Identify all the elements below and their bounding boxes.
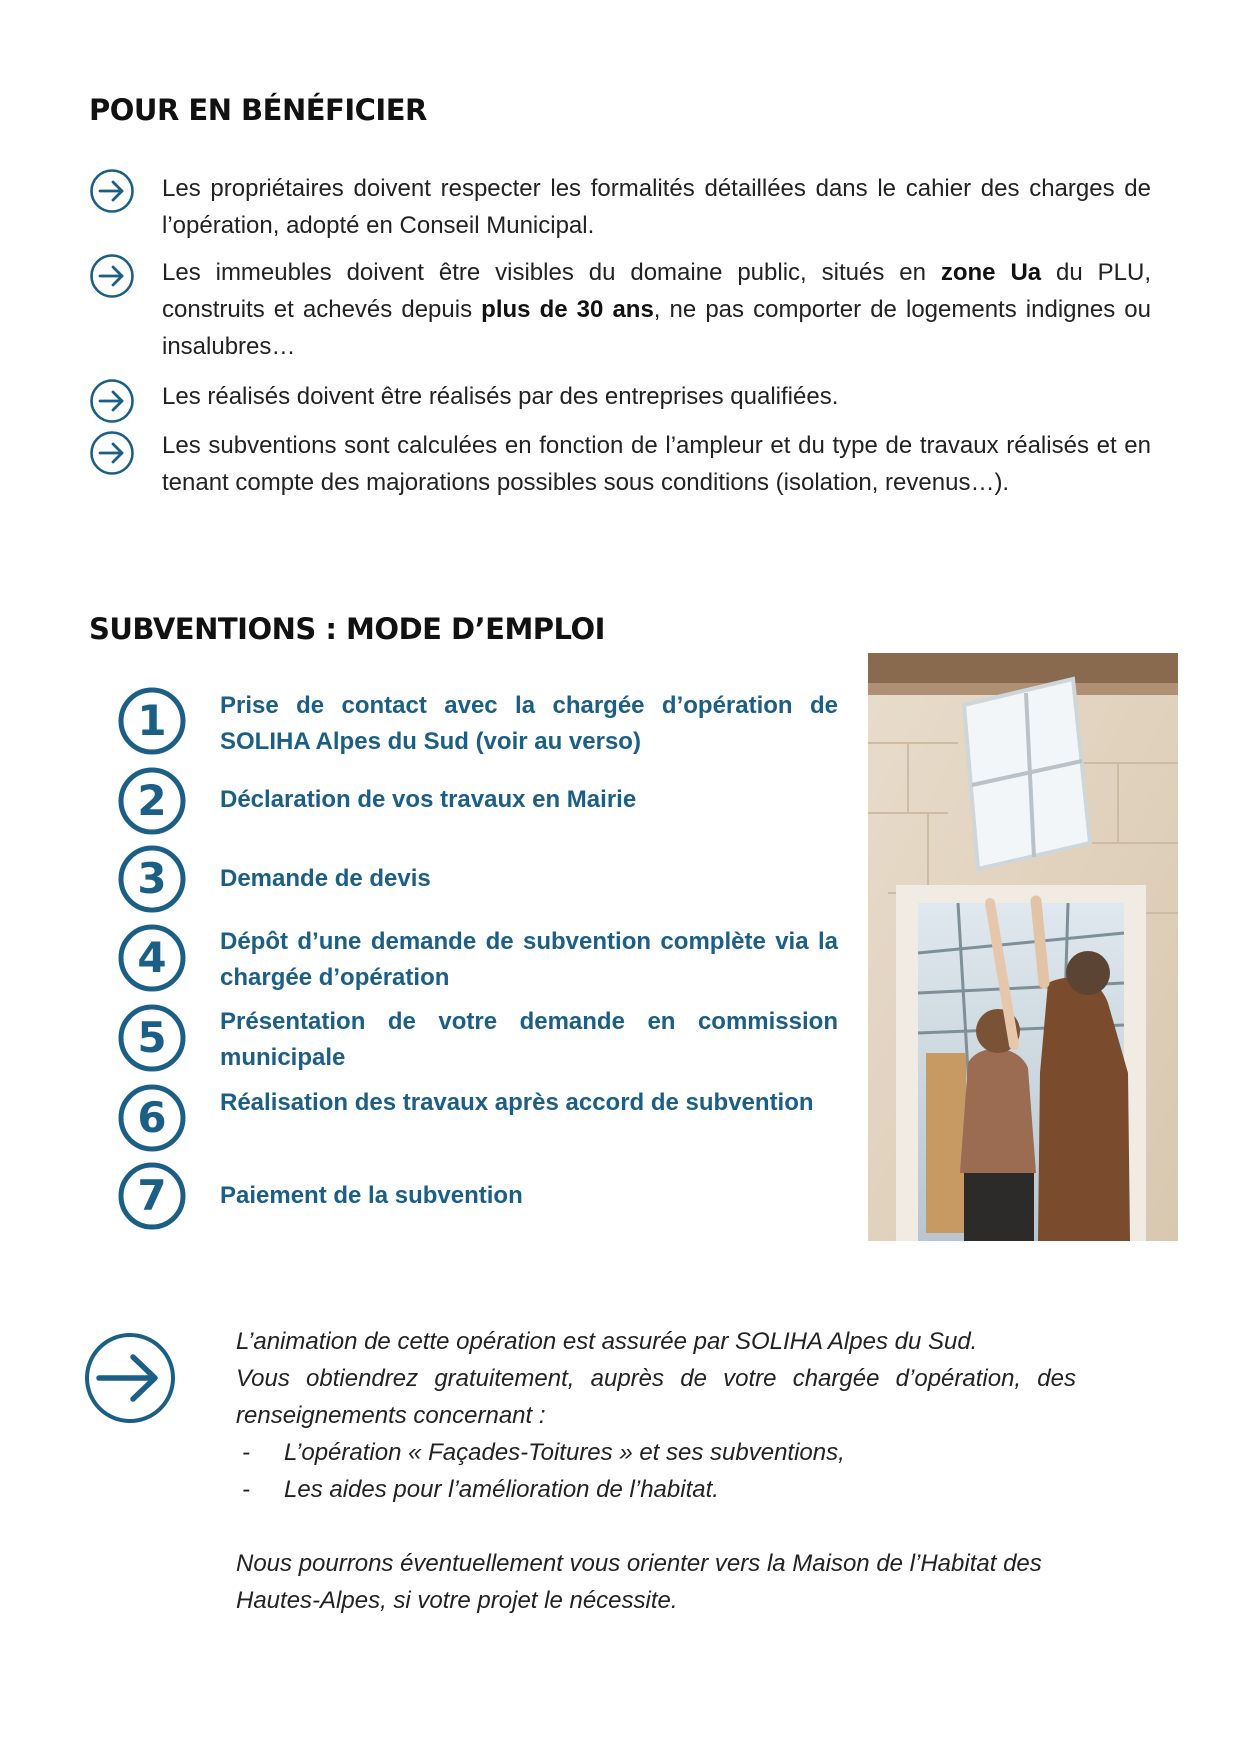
arrow-circle-large-icon	[83, 1331, 177, 1425]
arrow-circle-icon	[89, 168, 135, 214]
info-list-item: - Les aides pour l’amélioration de l’habitat.	[242, 1476, 719, 1503]
step-number-icon	[116, 1160, 188, 1232]
step-number-icon	[116, 843, 188, 915]
svg-text:3: 3	[137, 854, 167, 903]
info-line: L’animation de cette opération est assurée par SOLIHA Alpes du Sud.	[236, 1328, 978, 1355]
arrow-circle-icon	[89, 253, 135, 299]
bullet-text: Les propriétaires doivent respecter les formalités détaillées dans le cahier des charges de l’opération, adopté en Conseil Municipal.	[162, 175, 1151, 239]
step-number-icon	[116, 1082, 188, 1154]
info-closing: Nous pourrons éventuellement vous orienter vers la Maison de l’Habitat des Hautes-Alpes, si votre projet le nécessite.	[236, 1550, 1042, 1614]
step-label: Déclaration de vos travaux en Mairie	[220, 786, 637, 813]
step-label: Réalisation des travaux après accord de subvention	[220, 1089, 814, 1116]
svg-text:4: 4	[137, 933, 167, 982]
arrow-circle-icon	[89, 378, 135, 424]
svg-text:1: 1	[137, 696, 167, 745]
info-block	[236, 1323, 1076, 1619]
step-label: Dépôt d’une demande de subvention complète via la chargée d’opération	[220, 928, 838, 991]
step-label: Prise de contact avec la chargée d’opération de SOLIHA Alpes du Sud (voir au verso)	[220, 692, 838, 755]
step-number-icon	[116, 685, 188, 757]
bullet-text: Les subventions sont calculées en fonction de l’ampleur et du type de travaux réalisés et en tenant compte des majorations possibles sous conditions (isolation, revenus…).	[162, 432, 1151, 496]
zone-highlight: zone Ua	[940, 259, 1042, 286]
step-label: Demande de devis	[220, 865, 431, 892]
renovation-photo	[868, 653, 1178, 1241]
step-number-icon	[116, 922, 188, 994]
step-label: Paiement de la subvention	[220, 1182, 523, 1209]
info-list-item: - L’opération « Façades-Toitures » et ses subventions,	[242, 1439, 845, 1466]
svg-text:2: 2	[137, 776, 167, 825]
svg-text:6: 6	[137, 1093, 167, 1142]
section-title-mode-emploi: SUBVENTIONS : MODE D’EMPLOI	[89, 612, 605, 646]
bullet-text: Les réalisés doivent être réalisés par des entreprises qualifiées.	[162, 383, 839, 410]
section-title-beneficier: POUR EN BÉNÉFICIER	[89, 93, 427, 127]
info-line: Vous obtiendrez gratuitement, auprès de votre chargée d’opération, des renseignements concernant :	[236, 1365, 1076, 1429]
arrow-circle-icon	[89, 430, 135, 476]
bullet-text: Les immeubles doivent être visibles du domaine public, situés en zone Ua du PLU, construits et achevés depuis plus de 30 ans, ne pas comporter de logements indignes ou insalubres…	[162, 259, 1152, 360]
step-number-icon	[116, 1002, 188, 1074]
age-highlight: plus de 30 ans	[481, 296, 654, 323]
step-number-icon	[116, 765, 188, 837]
svg-text:5: 5	[137, 1013, 167, 1062]
step-label: Présentation de votre demande en commission municipale	[220, 1008, 838, 1071]
svg-text:7: 7	[137, 1171, 167, 1220]
